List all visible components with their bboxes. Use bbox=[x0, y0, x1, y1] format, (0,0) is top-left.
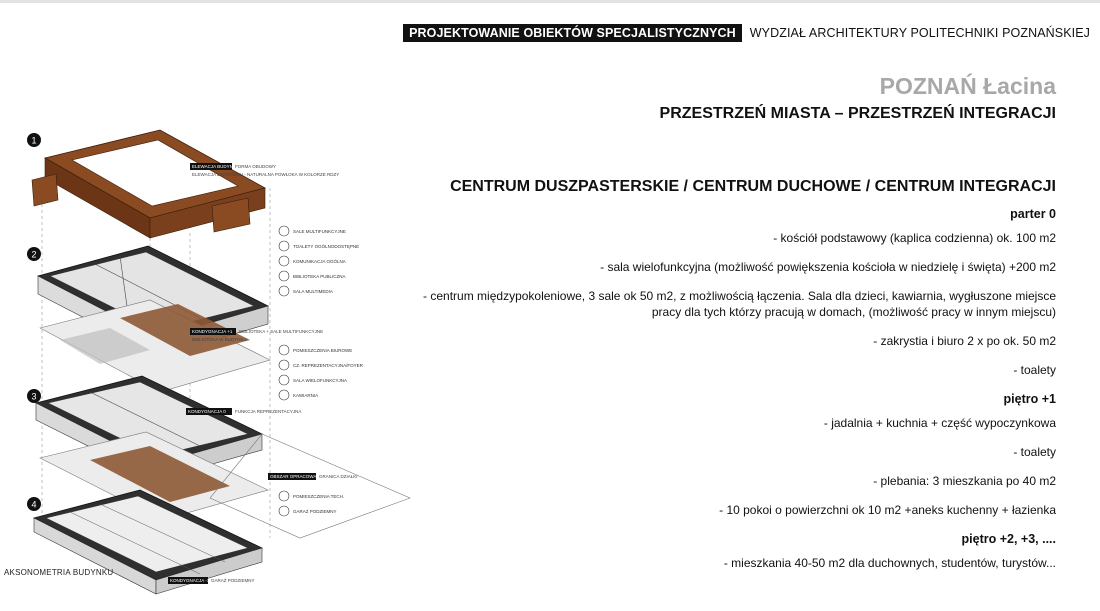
program-item: - toalety bbox=[1013, 363, 1056, 377]
tag-note: FORMA OBUDOWY bbox=[235, 164, 277, 169]
program-item: - plebania: 3 mieszkania po 40 m2 bbox=[873, 474, 1056, 488]
program-item: - toalety bbox=[1013, 445, 1056, 459]
tag-note: FUNKCJA REPREZENTACYJNA bbox=[235, 409, 302, 414]
program-item: - 10 pokoi o powierzchni ok 10 m2 +aneks kuchenny + łazienka bbox=[719, 503, 1056, 517]
legend-item: POMIESZCZENIA BIUROWE bbox=[293, 348, 353, 353]
program-item: - kościół podstawowy (kaplica codzienna) ok. 100 m2 bbox=[773, 231, 1056, 245]
legend-item: BIBLIOTEKA PUBLICZNA bbox=[293, 274, 346, 279]
main-title: CENTRUM DUSZPASTERSKIE / CENTRUM DUCHOWE / CENTRUM INTEGRACJI bbox=[450, 178, 1056, 195]
level-number: 4 bbox=[31, 499, 37, 510]
tag-note: BIBLIOTEKA W BUDYNKU bbox=[192, 337, 247, 342]
level-number: 2 bbox=[31, 249, 37, 260]
page-header bbox=[403, 24, 1090, 42]
legend-item: KAWIARNIA bbox=[293, 393, 319, 398]
legend-item: SALA MULTIMEDIA bbox=[293, 289, 333, 294]
program-item: - centrum międzypokoleniowe, 3 sale ok 50 m2, z możliwością łączenia. Sala dla dzieci, kawiarnia, wygłuszone miejsce pracy dla tych którzy pracują w domach, (możliwość pracy w innym miejscu) bbox=[423, 289, 1056, 319]
axonometry-caption: AKSONOMETRIA BUDYNKU bbox=[4, 568, 114, 577]
program-item: - zakrystia i biuro 2 x po ok. 50 m2 bbox=[873, 334, 1056, 348]
axonometry-svg bbox=[0, 128, 420, 598]
top-divider bbox=[0, 0, 1100, 3]
tag-label: KONDYGNACJA +1 bbox=[192, 329, 233, 334]
floor-heading-pietro2: piętro +2, +3, .... bbox=[961, 532, 1056, 546]
faculty-title: WYDZIAŁ ARCHITEKTURY POLITECHNIKI POZNAŃSKIEJ bbox=[749, 26, 1090, 40]
tag-note: BIBLIOTEKA + SALE MULTIFUNKCYJNE bbox=[239, 329, 324, 334]
program-item: - mieszkania 40-50 m2 dla duchownych, studentów, turystów... bbox=[723, 556, 1056, 570]
program-list bbox=[396, 206, 1056, 584]
program-item: - sala wielofunkcyjna (możliwość powiększenia kościoła w niedzielę i święta) +200 m2 bbox=[600, 260, 1056, 274]
axonometric-drawing bbox=[0, 128, 420, 598]
legend-item: CZ. REPREZENTACYJNA/FOYER bbox=[293, 363, 363, 368]
legend-item: TOALETY OGÓLNODOSTĘPNE bbox=[293, 244, 360, 249]
level-1-roof bbox=[32, 130, 265, 238]
level-number: 3 bbox=[31, 391, 37, 402]
legend-item: SALA WIELOFUNKCYJNA bbox=[293, 378, 348, 383]
project-subtitle: PRZESTRZEŃ MIASTA – PRZESTRZEŃ INTEGRACJI bbox=[659, 105, 1056, 122]
legend-level-4 bbox=[279, 491, 344, 516]
legend-level-3 bbox=[279, 345, 364, 400]
tag-note: ELEWACJA Z KORTENU - NATURALNA POWŁOKA W KOLORZE RDZY bbox=[192, 172, 340, 177]
course-title: PROJEKTOWANIE OBIEKTÓW SPECJALISTYCZNYCH bbox=[403, 24, 742, 42]
tag-label: KONDYGNACJA -1 bbox=[170, 578, 210, 583]
legend-level-2 bbox=[279, 226, 359, 296]
level-number: 1 bbox=[31, 135, 37, 146]
tag-note: GARAŻ PODZIEMNY bbox=[211, 578, 255, 583]
city-title: POZNAŃ Łacina bbox=[879, 73, 1056, 99]
tag-label: OBSZAR OPRACOWANIA bbox=[270, 474, 324, 479]
legend-item: GARAŻ PODZIEMNY bbox=[293, 509, 337, 514]
tag-label: ELEWACJA BUDYNKU bbox=[192, 164, 240, 169]
floor-heading-pietro1: piętro +1 bbox=[1003, 392, 1056, 406]
tag-label: KONDYGNACJA 0 bbox=[188, 409, 226, 414]
tag-note: GRANICA DZIAŁKI bbox=[319, 474, 358, 479]
legend-item: SALE MULTIFUNKCYJNE bbox=[293, 229, 346, 234]
legend-item: POMIESZCZENIA TECH. bbox=[293, 494, 345, 499]
floor-heading-parter: parter 0 bbox=[1010, 207, 1056, 221]
program-item: - jadalnia + kuchnia + część wypoczynkowa bbox=[823, 416, 1056, 430]
legend-item: KOMUNIKACJA OGÓLNA bbox=[293, 259, 346, 264]
